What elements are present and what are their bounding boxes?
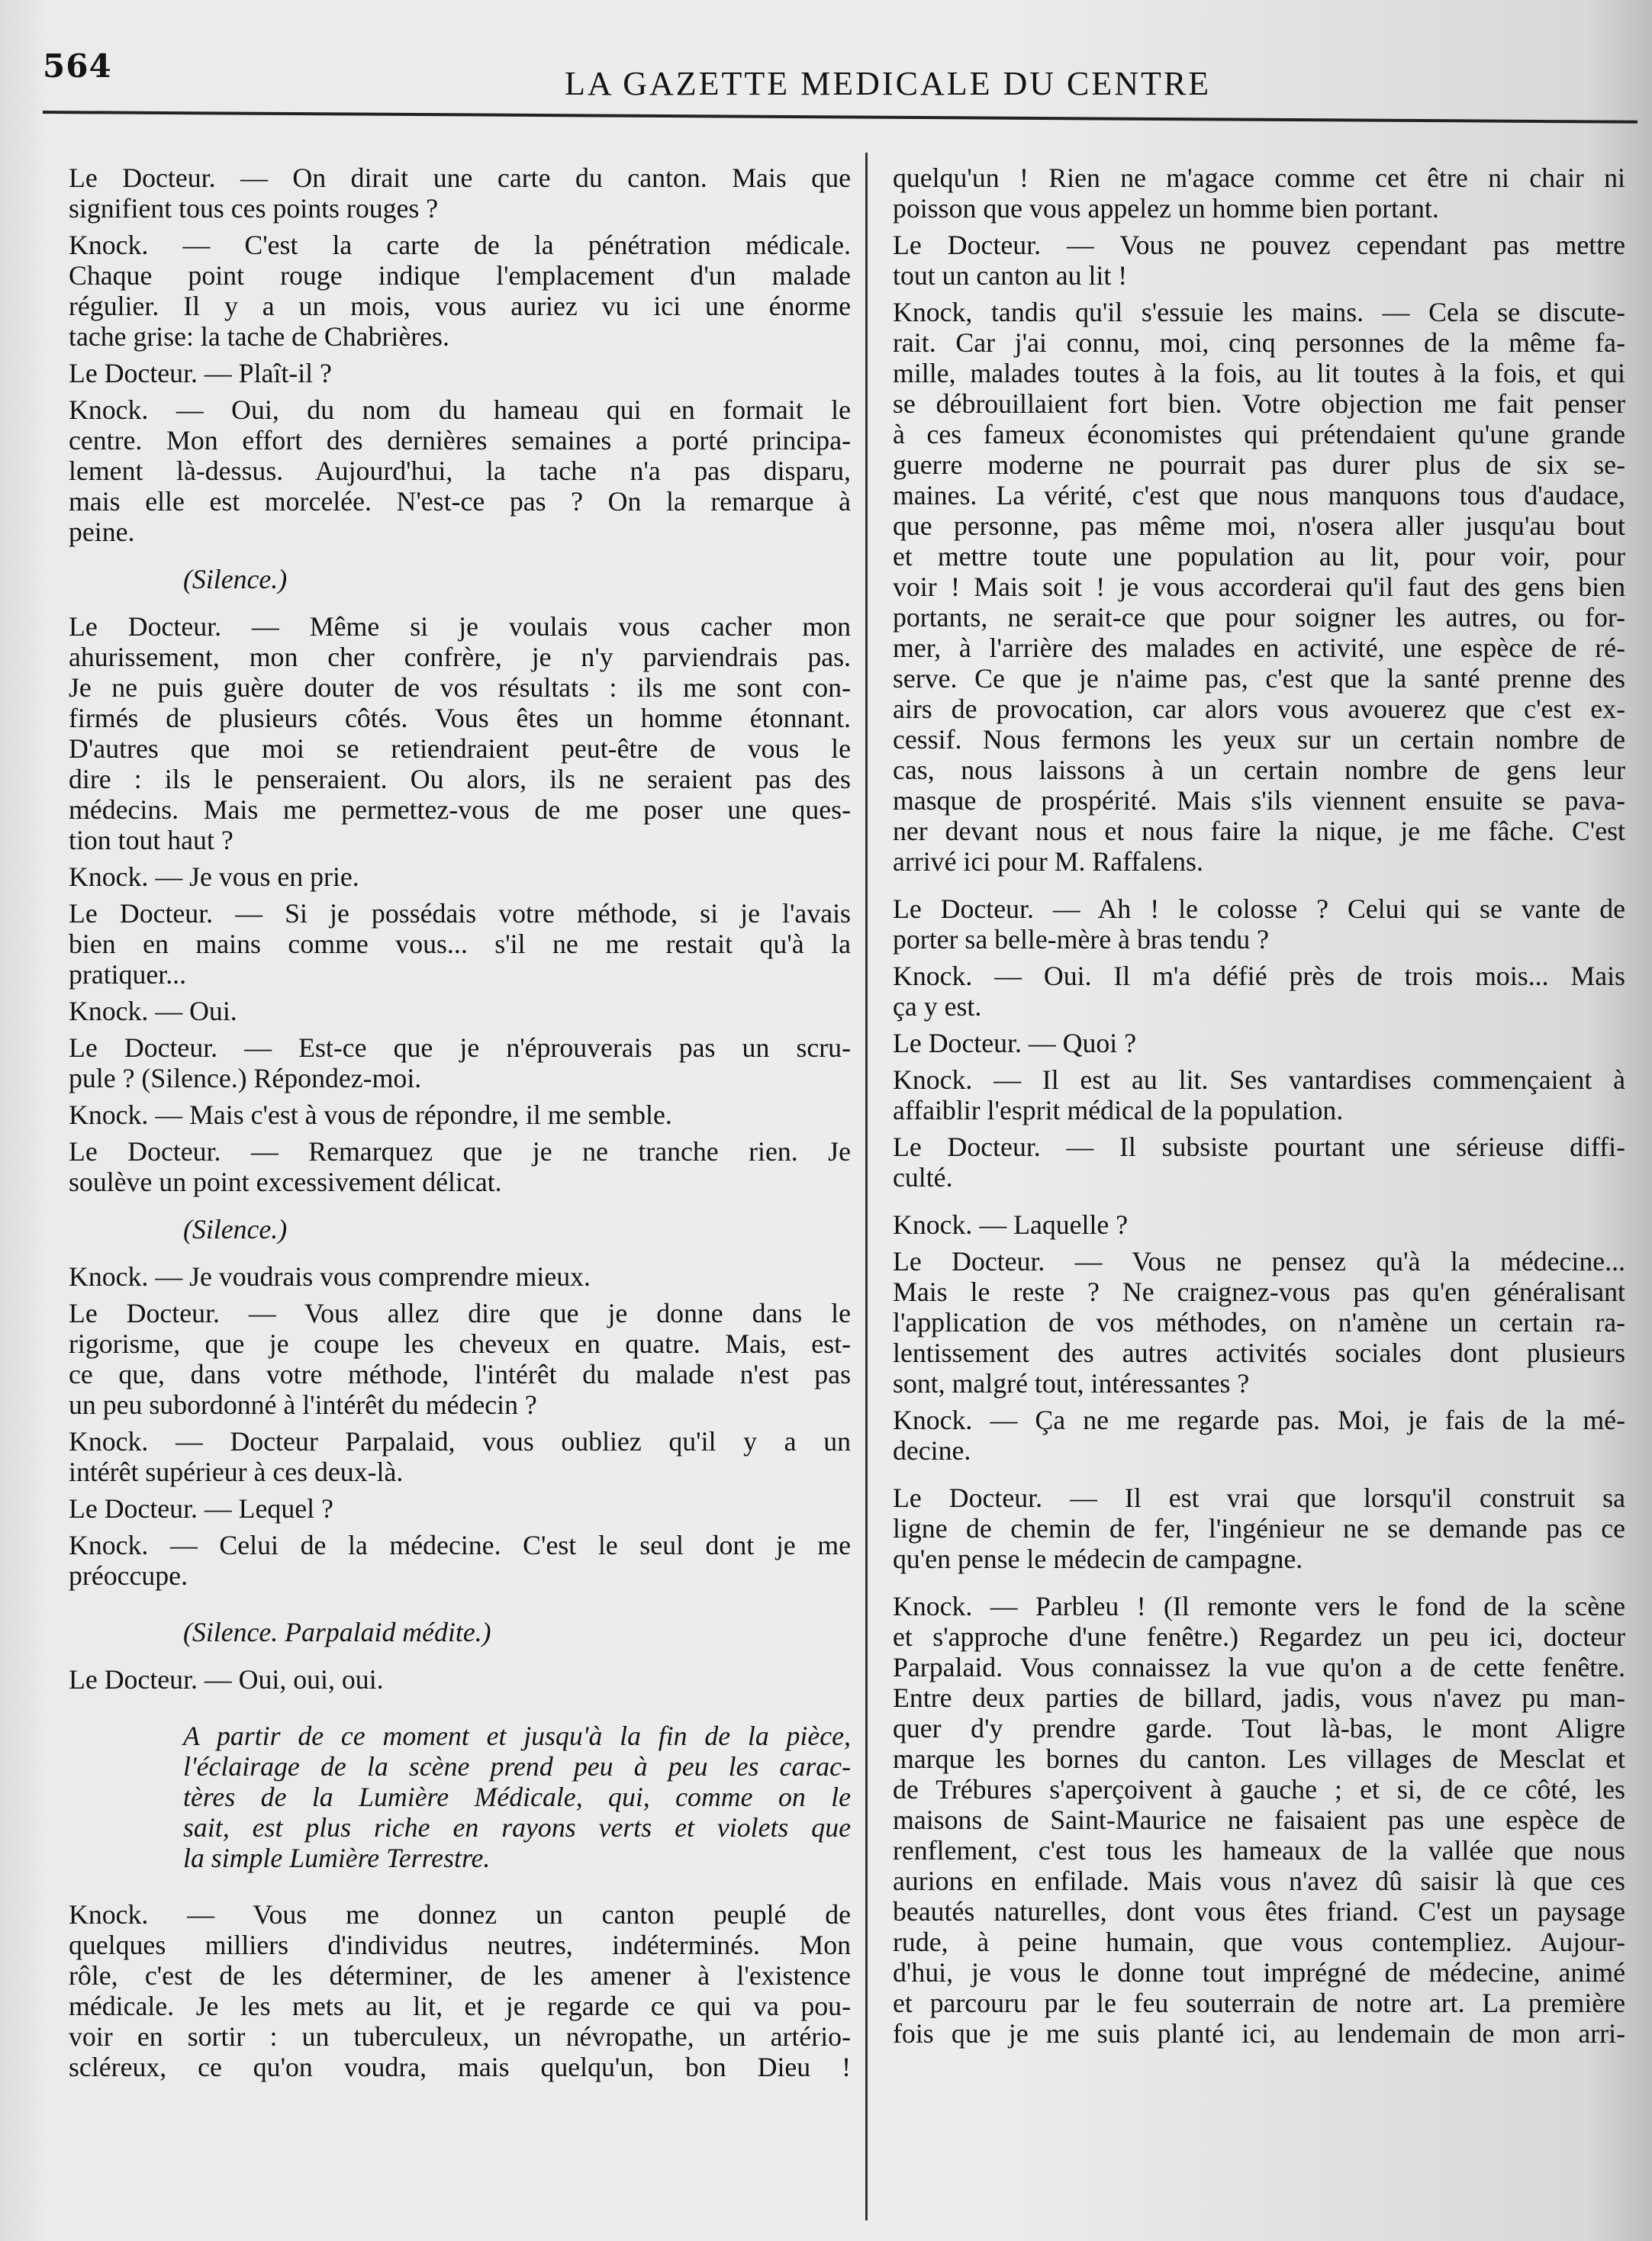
spacer [893,877,1625,894]
text-line: médecins. Mais me permettez-vous de me poser une ques- [69,794,851,825]
text-line: signifient tous ces points rouges ? [69,193,439,224]
text-line: Le Docteur. — Vous ne pensez qu'à la médecine... [893,1246,1625,1277]
text-line: Knock, tandis qu'il s'essuie les mains. — Cela se discute- [893,297,1625,327]
text-line: se débrouillaient fort bien. Votre objection me fait penser [893,388,1625,419]
text-line: Le Docteur. — Vous allez dire que je donne dans le [69,1298,851,1328]
text-line: scléreux, ce qu'on voudra, mais quelqu'un, bon Dieu ! [69,2052,851,2082]
text-line: Le Docteur. — Il est vrai que lorsqu'il construit sa [893,1483,1625,1513]
text-line: et parcouru par le feu souterrain de notre art. La première [893,1988,1625,2018]
spacer [69,547,851,564]
text-line: Le Docteur. — Ah ! le colosse ? Celui qui se vante de [893,894,1625,924]
text-line: Knock. — Parbleu ! (Il remonte vers le fond de la scène [893,1591,1625,1621]
text-line: Knock. — C'est la carte de la pénétration médicale. [69,230,851,260]
page-number: 564 [43,47,112,85]
spacer [69,1873,851,1899]
spacer [69,1591,851,1617]
text-line: Le Docteur. — Plaît-il ? [69,358,332,388]
spacer [893,1193,1625,1209]
stage-note-line: tères de la Lumière Médicale, qui, comme on le [183,1782,851,1812]
text-line: Le Docteur. — On dirait une carte du canton. Mais que [69,163,851,193]
text-line: Knock. — Laquelle ? [893,1209,1129,1240]
text-line: rôle, c'est de les déterminer, de les amener à l'existence [69,1960,851,1991]
spacer [69,990,851,996]
text-line: portants, ne serait-ce que pour soigner les autres, ou for- [893,602,1625,633]
text-line: lentissement des autres activités sociales dont plusieurs [893,1338,1625,1368]
text-line: voir ! Mais soit ! je vous accorderai qu'il faut des gens bien [893,572,1625,602]
running-title: LA GAZETTE MEDICALE DU CENTRE [565,65,1212,102]
text-line: rigorisme, que je coupe les cheveux en quatre. Mais, est- [69,1328,851,1359]
text-line: poisson que vous appelez un homme bien portant. [893,193,1439,224]
text-line: cessif. Nous fermons les yeux sur un certain nombre de [893,724,1625,755]
text-line: l'application de vos méthodes, on n'amène un certain ra- [893,1307,1625,1338]
text-line: quelques milliers d'individus neutres, indéterminés. Mon [69,1930,851,1960]
text-line: Le Docteur. — Vous ne pouvez cependant pas mettre [893,230,1625,260]
text-line: ce que, dans votre méthode, l'intérêt du malade n'est pas [69,1359,851,1389]
text-line: peine. [69,517,135,547]
spacer [69,1026,851,1032]
spacer [893,955,1625,961]
text-line: Le Docteur. — Est-ce que je n'éprouverais pas un scru- [69,1032,851,1063]
text-line: médicale. Je les mets au lit, et je regarde ce qui va pou- [69,1991,851,2021]
text-line: aurions en enfilade. Mais vous n'avez dû saisir là que ces [893,1866,1625,1896]
text-line: Chaque point rouge indique l'emplacement d'un malade [69,260,851,291]
spacer [893,1574,1625,1591]
text-line: soulève un point excessivement délicat. [69,1167,502,1197]
spacer [69,594,851,611]
text-line: centre. Mon effort des dernières semaines a porté principa- [69,425,851,456]
text-line: D'autres que moi se retiendraient peut-être de vous le [69,733,851,764]
text-line: rait. Car j'ai connu, moi, cinq personnes de la même fa- [893,327,1625,358]
text-line: un peu subordonné à l'intérêt du médecin ? [69,1389,537,1420]
text-line: airs de provocation, car alors vous avouerez que c'est ex- [893,694,1625,724]
spacer [893,1466,1625,1483]
stage-note-line: sait, est plus riche en rayons verts et violets que [183,1812,851,1843]
spacer [69,1487,851,1493]
text-line: renflement, c'est tous les hameaux de la vallée que nous [893,1835,1625,1866]
text-line: guerre moderne ne pourrait pas durer plus de six se- [893,449,1625,480]
text-line: Le Docteur. — Oui, oui, oui. [69,1664,384,1695]
text-line: Knock. — Je voudrais vous comprendre mieux. [69,1261,591,1292]
text-line: que personne, pas même moi, n'osera aller jusqu'au bout [893,510,1625,541]
text-line: dire : ils le penseraient. Ou alors, ils ne seraient pas des [69,764,851,794]
text-line: serve. Ce que je n'aime pas, c'est que la santé prenne des [893,663,1625,694]
left-column [69,163,851,2082]
spacer [69,1292,851,1298]
text-line: tout un canton au lit ! [893,260,1128,291]
spacer [893,1125,1625,1132]
text-line: Le Docteur. — Remarquez que je ne tranche rien. Je [69,1136,851,1167]
stage-direction: (Silence. Parpalaid médite.) [183,1617,491,1647]
text-line: ner devant nous et nous faire la nique, je me fâche. C'est [893,816,1625,846]
text-line: Knock. — Oui, du nom du hameau qui en formait le [69,394,851,425]
text-line: masque de prospérité. Mais s'ils viennent ensuite se pava- [893,785,1625,816]
text-line: quelqu'un ! Rien ne m'agace comme cet être ni chair ni [893,163,1625,193]
text-line: decine. [893,1435,971,1466]
stage-note-line: la simple Lumière Terrestre. [183,1843,491,1873]
text-line: beautés naturelles, dont vous êtes friand. C'est un paysage [893,1896,1625,1927]
text-line: mer, à l'arrière des malades en activité, une espèce de ré- [893,633,1625,663]
text-line: Je ne puis guère douter de vos résultats : ils me sont con- [69,672,851,703]
text-line: Knock. — Docteur Parpalaid, vous oubliez qu'il y a un [69,1426,851,1457]
right-column [893,163,1625,2049]
text-line: ligne de chemin de fer, l'ingénieur ne se demande pas ce [893,1513,1625,1544]
text-line: de Trébures s'aperçoivent à gauche ; et si, de ce côté, les [893,1774,1625,1805]
text-line: préoccupe. [69,1560,188,1591]
text-line: Knock. — Oui. [69,996,237,1026]
spacer [69,892,851,898]
stage-note-line: A partir de ce moment et jusqu'à la fin de la pièce, [183,1721,851,1751]
spacer [893,1058,1625,1064]
text-line: ça y est. [893,991,982,1022]
spacer [69,1197,851,1214]
spacer [69,1244,851,1261]
text-line: firmés de plusieurs côtés. Vous êtes un homme étonnant. [69,703,851,733]
text-line: lement là-dessus. Aujourd'hui, la tache n'a pas disparu, [69,456,851,486]
spacer [893,224,1625,230]
spacer [69,1647,851,1664]
text-line: Knock. — Ça ne me regarde pas. Moi, je fais de la mé- [893,1405,1625,1435]
text-line: à ces fameux économistes qui prétendaient qu'une grande [893,419,1625,449]
column-divider [865,153,868,2220]
text-line: tache grise: la tache de Chabrières. [69,321,449,352]
spacer [69,1524,851,1530]
text-line: Knock. — Il est au lit. Ses vantardises commençaient à [893,1064,1625,1095]
text-line: pratiquer... [69,959,187,990]
text-line: ahurissement, mon cher confrère, je n'y parviendrais pas. [69,642,851,672]
spacer [893,1022,1625,1028]
text-line: fois que je me suis planté ici, au lendemain de mon arri- [893,2018,1625,2049]
text-line: Le Docteur. — Même si je voulais vous cacher mon [69,611,851,642]
text-line: Knock. — Mais c'est à vous de répondre, il me semble. [69,1100,672,1130]
text-line: tion tout haut ? [69,825,233,855]
text-line: pule ? (Silence.) Répondez-moi. [69,1063,422,1093]
spacer [893,291,1625,297]
text-line: mais elle est morcelée. N'est-ce pas ? On la remarque à [69,486,851,517]
text-line: mille, malades toutes à la fois, au lit toutes à la fois, et qui [893,358,1625,388]
spacer [69,1420,851,1426]
text-line: Knock. — Celui de la médecine. C'est le seul dont je me [69,1530,851,1560]
spacer [893,1240,1625,1246]
spacer [69,1130,851,1136]
text-line: maines. La vérité, c'est que nous manquons tous d'audace, [893,480,1625,510]
text-line: d'hui, je vous le donne tout imprégné de médecine, animé [893,1957,1625,1988]
text-line: qu'en pense le médecin de campagne. [893,1544,1303,1574]
text-line: maisons de Saint-Maurice ne faisaient pas une espèce de [893,1805,1625,1835]
spacer [69,1695,851,1721]
text-line: marque les bornes du canton. Les villages de Mesclat et [893,1744,1625,1774]
text-line: bien en mains comme vous... s'il ne me restait qu'à la [69,929,851,959]
spacer [69,855,851,861]
text-line: cas, nous laissons à un certain nombre de gens leur [893,755,1625,785]
text-line: et mettre toute une population au lit, pour voir, pour [893,541,1625,572]
stage-direction: (Silence.) [183,1214,288,1244]
text-line: régulier. Il y a un mois, vous auriez vu ici une énorme [69,291,851,321]
text-line: Parpalaid. Vous connaissez la vue qu'on a de cette fenêtre. [893,1652,1625,1682]
text-line: arrivé ici pour M. Raffalens. [893,846,1203,877]
text-line: Mais le reste ? Ne craignez-vous pas qu'en généralisant [893,1277,1625,1307]
text-line: Knock. — Oui. Il m'a défié près de trois mois... Mais [893,961,1625,991]
text-line: Knock. — Je vous en prie. [69,861,359,892]
text-line: Entre deux parties de billard, jadis, vous n'avez pu man- [893,1682,1625,1713]
text-line: quer d'y prendre garde. Tout là-bas, le mont Aligre [893,1713,1625,1744]
stage-note-line: l'éclairage de la scène prend peu à peu les carac- [183,1751,851,1782]
text-line: rude, à peine humain, que vous contempliez. Aujour- [893,1927,1625,1957]
text-line: sont, malgré tout, intéressantes ? [893,1368,1250,1399]
text-line: affaiblir l'esprit médical de la population. [893,1095,1344,1125]
spacer [69,352,851,358]
spacer [69,224,851,230]
text-line: Le Docteur. — Il subsiste pourtant une sérieuse diffi- [893,1132,1625,1162]
text-line: Knock. — Vous me donnez un canton peuplé de [69,1899,851,1930]
text-line: intérêt supérieur à ces deux-là. [69,1457,404,1487]
text-line: et s'approche d'une fenêtre.) Regardez un peu ici, docteur [893,1621,1625,1652]
spacer [69,388,851,394]
spacer [69,1093,851,1100]
text-line: Le Docteur. — Lequel ? [69,1493,333,1524]
text-line: voir en sortir : un tuberculeux, un névropathe, un artério- [69,2021,851,2052]
stage-direction: (Silence.) [183,564,288,594]
header-rule [43,111,1638,124]
text-line: Le Docteur. — Si je possédais votre méthode, si je l'avais [69,898,851,929]
text-line: Le Docteur. — Quoi ? [893,1028,1137,1058]
text-line: culté. [893,1162,953,1193]
text-line: porter sa belle-mère à bras tendu ? [893,924,1269,955]
spacer [893,1399,1625,1405]
